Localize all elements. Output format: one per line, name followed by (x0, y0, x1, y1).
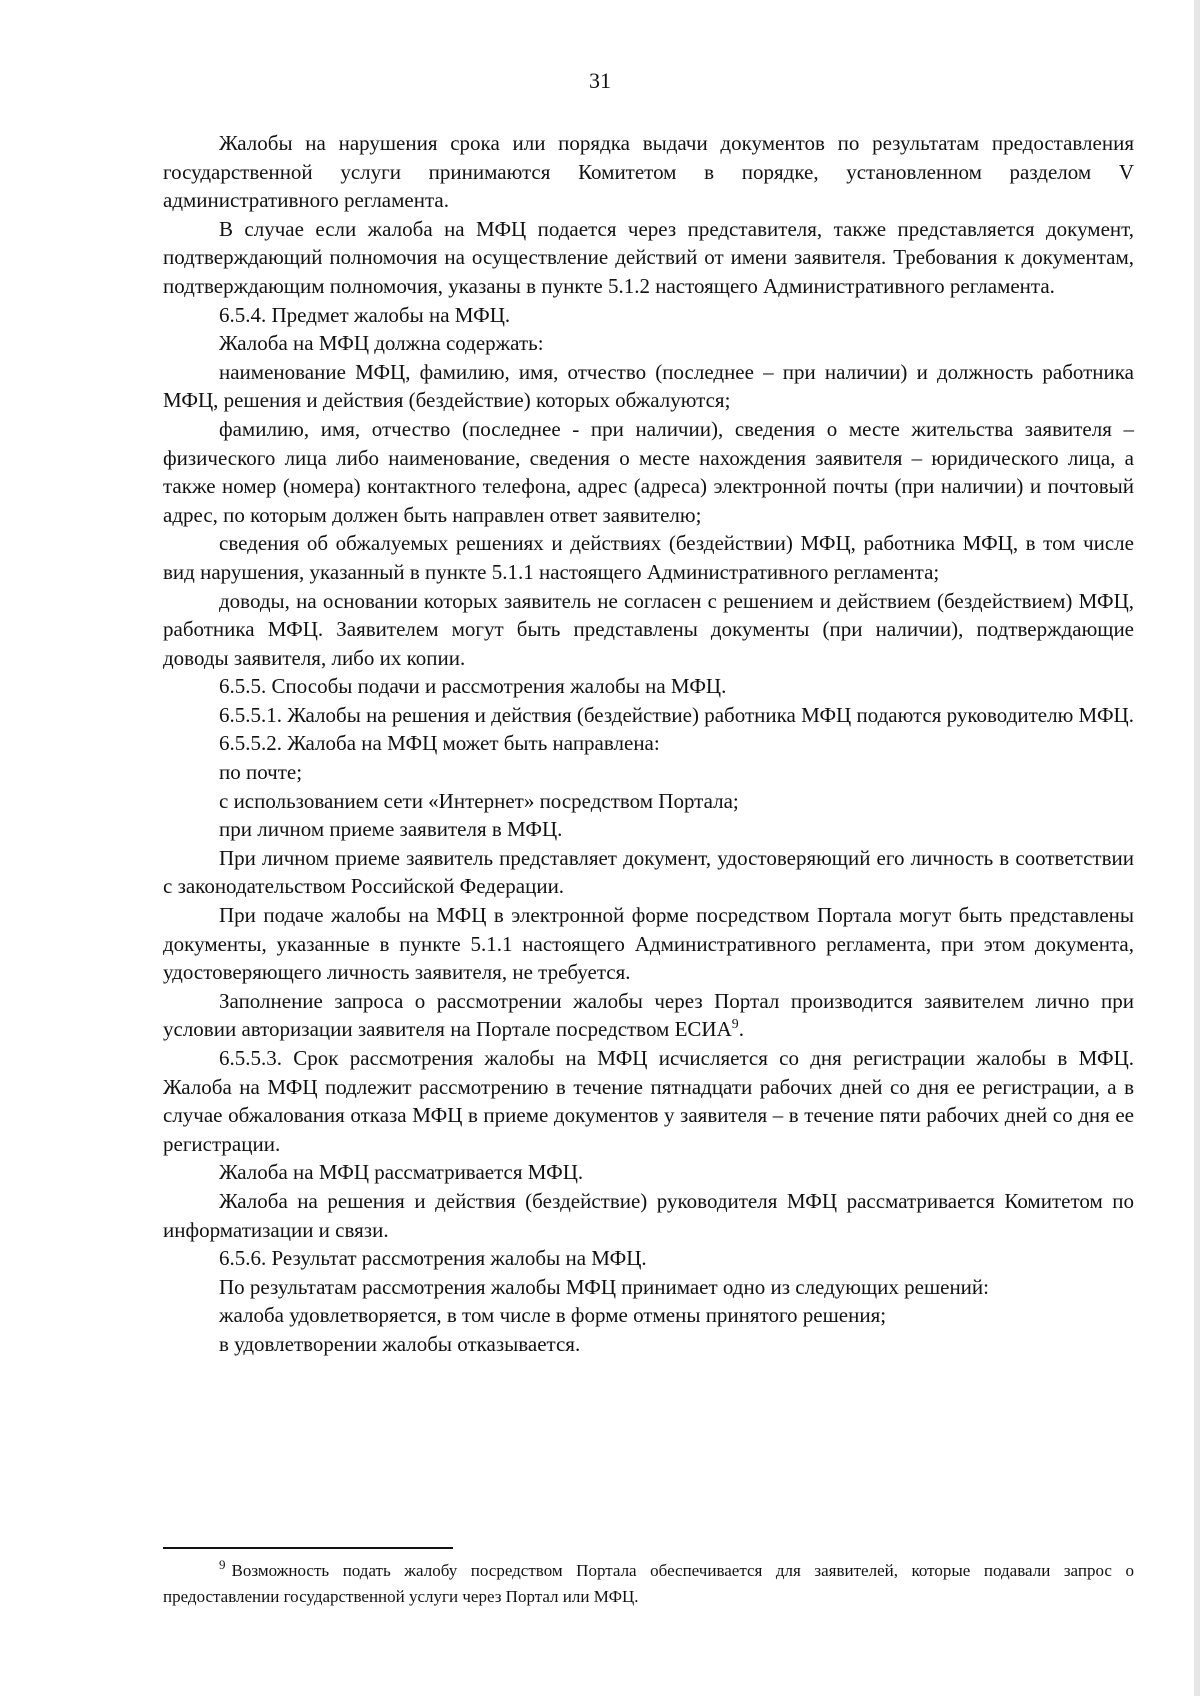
list-item: жалоба удовлетворяется, в том числе в форме отмены принятого решения; (219, 1303, 887, 1328)
document-body (163, 129, 1134, 1359)
paragraph: По результатам рассмотрения жалобы МФЦ принимает одно из следующих решений: (219, 1274, 989, 1299)
section-heading: 6.5.4. Предмет жалобы на МФЦ. (219, 302, 511, 327)
footnote-reference[interactable]: 9 (731, 1016, 739, 1032)
footnote-separator (163, 1547, 453, 1549)
list-item: в удовлетворении жалобы отказывается. (219, 1331, 581, 1356)
list-item: сведения об обжалуемых решениях и действиях (бездействии) МФЦ, работника МФЦ, в том числе вид нарушения, указанный в пункте 5.1.1 настоящего Административного регламента; (163, 531, 1134, 584)
paragraph: В случае если жалоба на МФЦ подается через представителя, также представляется документ, подтверждающий полномочия на осуществление действий от имени заявителя. Требования к документам, подтверждающим полномочия, указаны в пункте 5.1.2 настоящего Административного регламента. (163, 216, 1134, 298)
paragraph: Жалоба на МФЦ рассматривается МФЦ. (219, 1160, 584, 1185)
paragraph: 6.5.5.1. Жалобы на решения и действия (бездействие) работника МФЦ подаются руководителю МФЦ. (219, 702, 1134, 727)
paragraph: Жалоба на решения и действия (бездействие) руководителя МФЦ рассматривается Комитетом по информатизации и связи. (163, 1188, 1134, 1242)
paragraph: При подаче жалобы на МФЦ в электронной форме посредством Портала могут быть представлены документы, указанные в пункте 5.1.1 настоящего Административного регламента, при этом документа, удостоверяющего личность заявителя, не требуется. (163, 903, 1134, 985)
paragraph: Жалоба на МФЦ должна содержать: (219, 331, 544, 356)
page-number: 31 (589, 68, 611, 93)
list-item: фамилию, имя, отчество (последнее - при наличии), сведения о месте жительства заявителя – физического лица либо наименование, сведения о месте нахождения заявителя – юридического лица, а также номер (номера) контактного телефона, адрес (адреса) электронной почты (при наличии) и почтовый адрес, по которым должен быть направлен ответ заявителю; (163, 416, 1134, 527)
list-item: при личном приеме заявителя в МФЦ. (219, 817, 563, 842)
footnote-text: Возможность подать жалобу посредством Портала обеспечивается для заявителей, которые подавали запрос о предоставлении государственной услуги через Портал или МФЦ. (163, 1561, 1134, 1606)
section-heading: 6.5.6. Результат рассмотрения жалобы на МФЦ. (219, 1246, 647, 1271)
scan-edge (1194, 0, 1200, 1696)
section-heading: 6.5.5. Способы подачи и рассмотрения жалобы на МФЦ. (219, 674, 727, 699)
sentence-end: . (738, 1017, 744, 1042)
list-item: с использованием сети «Интернет» посредством Портала; (219, 788, 739, 813)
list-item: наименование МФЦ, фамилию, имя, отчество (последнее – при наличии) и должность работника МФЦ, решения и действия (бездействие) которых обжалуются; (163, 359, 1134, 413)
footnote-mark: 9 (219, 1557, 226, 1573)
paragraph-with-footnote (163, 987, 1134, 1044)
paragraph: Жалобы на нарушения срока или порядка выдачи документов по результатам предоставления государственной услуги принимаются Комитетом в порядке, установленном разделом V административного регламента. (163, 131, 1134, 213)
list-item: доводы, на основании которых заявитель не согласен с решением и действием (бездействием) МФЦ, работника МФЦ. Заявителем могут быть представлены документы (при наличии), подтверждающие доводы заявителя, либо их копии. (163, 588, 1134, 670)
footnote (163, 1558, 1134, 1610)
paragraph: При личном приеме заявитель представляет документ, удостоверяющий его личность в соответствии с законодательством Российской Федерации. (163, 845, 1134, 899)
paragraph-text: Заполнение запроса о рассмотрении жалобы через Портал производится заявителем лично при условии авторизации заявителя на Портале посредством ЕСИА (163, 988, 1134, 1042)
paragraph: 6.5.5.2. Жалоба на МФЦ может быть направлена: (219, 731, 660, 756)
list-item: по почте; (219, 760, 303, 785)
paragraph: 6.5.5.3. Срок рассмотрения жалобы на МФЦ исчисляется со дня регистрации жалобы в МФЦ. Жалоба на МФЦ подлежит рассмотрению в течение пятнадцати рабочих дней со дня ее регистрации, а в случае обжалования отказа МФЦ в приеме документов у заявителя – в течение пяти рабочих дней со дня ее регистрации. (163, 1046, 1134, 1156)
